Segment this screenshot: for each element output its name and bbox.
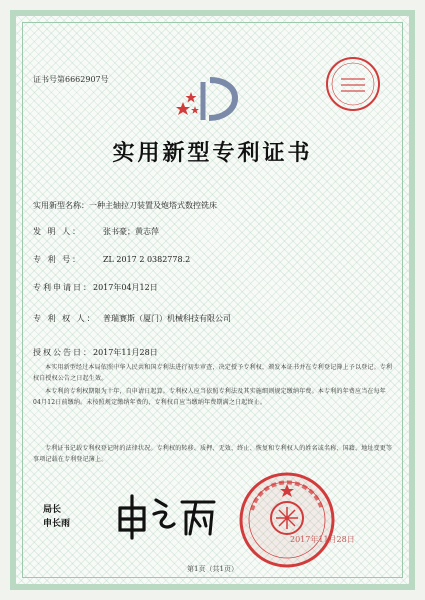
patent-number-row (33, 254, 190, 265)
paragraph: 本实用新型经过本局依照中华人民共和国专利法进行初步审查，决定授予专利权，颁发本证书并在专利登记簿上予以登记。专利权自授权公告之日起生效。 (33, 364, 393, 382)
page-title: 实用新型专利证书 (112, 140, 313, 166)
utility-name-row (33, 200, 217, 211)
filing-date-row (33, 282, 158, 293)
official-red-seal (232, 470, 342, 570)
filing-date-value: 2017年04月12日 (93, 283, 158, 292)
patent-number-label: 专 利 号： (33, 255, 83, 264)
inventor-row (33, 226, 159, 237)
patentee-label: 专 利 权 人： (33, 314, 97, 323)
inventor-label: 发 明 人： (33, 227, 83, 236)
paragraph: 专利证书记载专利权登记时的法律状况。专利权的转移、质押、无效、终止、恢复和专利权人的姓名或名称、国籍、地址变更等事项记载在专利登记簿上。 (33, 445, 393, 463)
utility-name-label: 实用新型名称： (33, 201, 89, 210)
patent-office-logo-icon (165, 74, 255, 124)
patentee-row (33, 313, 231, 324)
director-title: 局长 (43, 505, 62, 515)
grant-date-label: 授权公告日： (33, 348, 93, 357)
grant-date-value: 2017年11月28日 (93, 348, 158, 357)
seal-date: 2017年11月28日 (290, 535, 355, 544)
inventor-value: 张书豪；黄志萍 (103, 227, 159, 236)
director-name: 申长雨 (43, 519, 71, 529)
certificate-number: 证书号第6662907号 (33, 75, 109, 84)
paragraph: 本专利的专利权期限为十年，自申请日起算。专利权人应当依照专利法及其实施细则规定缴纳年费。本专利的年费应当在每年04月12日前缴纳。未按照规定缴纳年费的，专利权自应当缴纳年费期满之日起终止。 (33, 388, 387, 406)
utility-name-value: 一种主轴拉刀装置及炮塔式数控铣床 (89, 201, 217, 210)
patent-number-value: ZL 2017 2 0382778.2 (103, 255, 191, 264)
top-right-seal (324, 55, 382, 113)
grant-date-row (33, 347, 158, 358)
director-signature (110, 490, 220, 540)
filing-date-label: 专利申请日： (33, 283, 93, 292)
page-footer: 第1页（共1页） (187, 565, 238, 573)
patentee-value: 普瑞赛斯（厦门）机械科技有限公司 (103, 314, 231, 323)
